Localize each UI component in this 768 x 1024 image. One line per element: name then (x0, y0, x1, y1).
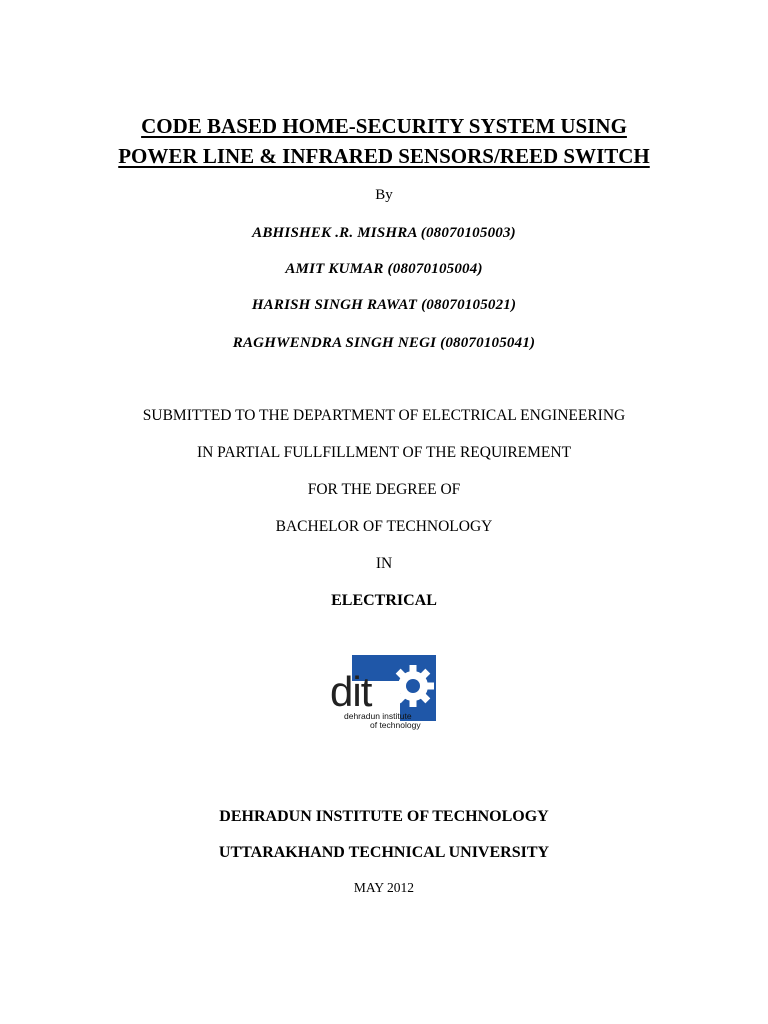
submission-line-3: FOR THE DEGREE OF (307, 481, 461, 498)
report-title-text-2: POWER LINE & INFRARED SENSORS/REED SWITCH (118, 144, 650, 168)
by-label: By (375, 187, 393, 203)
author-3: HARISH SINGH RAWAT (08070105021) (251, 297, 517, 313)
submission-line-1: SUBMITTED TO THE DEPARTMENT OF ELECTRICAL ENGINEERING (142, 407, 626, 424)
report-title-line-1 (0, 113, 768, 139)
report-title-text-1: CODE BASED HOME-SECURITY SYSTEM USING (141, 114, 627, 138)
in-line: IN (375, 555, 393, 572)
degree-line: BACHELOR OF TECHNOLOGY (275, 518, 493, 535)
author-2: AMIT KUMAR (08070105004) (285, 261, 483, 277)
institute-logo (330, 655, 436, 733)
institute-name: DEHRADUN INSTITUTE OF TECHNOLOGY (219, 808, 549, 825)
branch: ELECTRICAL (331, 592, 437, 609)
author-4: RAGHWENDRA SINGH NEGI (08070105041) (232, 335, 536, 351)
logo-subtitle-2: of technology (370, 720, 421, 730)
author-1: ABHISHEK .R. MISHRA (08070105003) (252, 225, 516, 241)
report-title-line-2 (0, 143, 768, 169)
submission-date: MAY 2012 (353, 880, 415, 895)
university-name: UTTARAKHAND TECHNICAL UNIVERSITY (218, 844, 550, 861)
submission-line-2: IN PARTIAL FULLFILLMENT OF THE REQUIREMENT (196, 444, 572, 461)
logo-subtitle-1: dehradun institute (344, 711, 412, 721)
logo-mark: dit (330, 668, 372, 715)
